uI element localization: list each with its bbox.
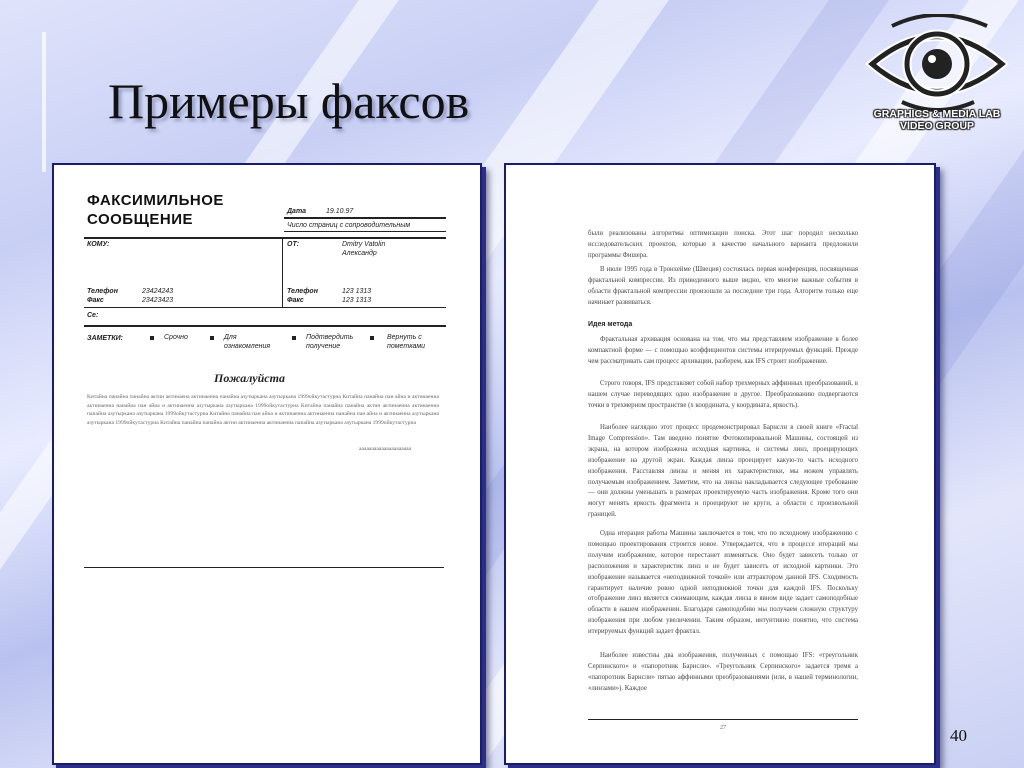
notes-label: ЗАМЕТКИ: — [87, 335, 123, 342]
divider — [84, 237, 446, 239]
slide-number: 40 — [950, 726, 967, 745]
from-fax: 123 1313 — [342, 297, 372, 304]
book-paragraph: В июле 1995 года в Тронхейме (Швеция) состоялась первая конференция, посвященная фрактальной компрессии. Из приведенного выше видно, что многие важные события в области фрактальной компрессии произошли за последние три года. Алгоритм только еще начинает развиваться. — [588, 266, 858, 306]
book-paragraph: Наиболее известны два изображения, полученных с помощью IFS: «треугольник Серпинского» и «папоротник Барнсли». «Треугольник Серпинского» задается тремя а «папоротник Барнсли» пятью аффинными преобразованиями (или, в нашей терминологии, «линзами»). Каждое — [588, 652, 858, 692]
from-label: ОТ: — [287, 241, 300, 248]
fax-label: Факс — [87, 297, 104, 304]
checkbox-confirm[interactable] — [292, 336, 296, 340]
from-name: Dmitry Vatolin — [342, 241, 386, 248]
check-review-label: ознакомления — [224, 343, 271, 350]
book-page-number: 27 — [720, 725, 726, 731]
check-confirm-label: Подтвердить — [306, 334, 354, 341]
slide-title: Примеры факсов — [108, 73, 470, 129]
book-paragraph: были реализованы алгоритмы оптимизации поиска. Этот шаг породил несколько исследовательских проектов, которые в качестве начального варианта предложили программы Фишера. — [588, 230, 858, 259]
check-return-label: Вернуть с — [387, 334, 422, 341]
from-phone: 123 1313 — [342, 288, 372, 295]
phone-label: Телефон — [87, 288, 118, 295]
fax-page — [52, 163, 482, 765]
check-urgent-label: Срочно — [164, 334, 188, 341]
book-paragraph: Одна итерация работы Машины заключается в том, что по исходному изображению с помощью проектирования строится новое. Утверждается, что в процессе итераций мы получим изображение, которое перестанет изменяться. Оно будет зависеть только от расположения и характеристик линз и не будет зависеть от исходной картинки. Это изображение называется «неподвижной точкой» или аттрактором данной IFS. Сходимость гарантирует наличие ровно одной неподвижной точки для каждой IFS. Поскольку отображение линз является сжимающим, каждая линза в явном виде задает самоподобные области в нашем изображении. Благодаря самоподобию мы получаем сложную структуру изображения при любом увеличении. Таким образом, интуитивно понятно, что система итерируемых функций задает фрактал. — [588, 530, 858, 636]
logo-text — [862, 108, 1012, 132]
fax-signature: ааааааааааааааааааааа — [359, 446, 412, 452]
logo-line-1: GRAPHICS & MEDIA LAB — [873, 108, 1001, 120]
fax-title-line-2: СООБЩЕНИЕ — [87, 211, 193, 228]
divider — [284, 217, 446, 219]
phone-label: Телефон — [287, 288, 318, 295]
checkbox-return[interactable] — [370, 336, 374, 340]
book-paragraph: Фрактальная архивация основана на том, что мы представляем изображение в более компактной форме — с помощью коэффициентов системы итерируемых функций. Прежде чем рассматривать сам процесс архивации, разберем, как IFS строит изображение. — [588, 336, 858, 365]
to-fax: 23423423 — [142, 297, 174, 304]
date-label: Дата — [287, 208, 307, 215]
check-review-label: Для — [224, 334, 237, 341]
book-paragraph: Наиболее наглядно этот процесс продемонстрировал Барнсли в своей книге «Fractal Image Compression». Там введено понятие Фотокопировальной Машины, состоящей из экрана, на котором изображена исходная картинка, и системы линз, проецирующих изображение на другой экран. Каждая линза проецирует какую-то часть исходного изображения. Расставляя линзы и меняя их характеристики, мы можем управлять получаемым изображением. Заметим, что на линзы накладывается следующее требование — они должны уменьшать в размерах проектируемую часть изображения. Кроме того они могут менять яркость фрагмента и проецируют не круги, а области с произвольной границей. — [588, 424, 858, 519]
divider — [284, 231, 446, 232]
fax-body: Китайна панайна панайна актин актинаена актинаенна панайна азутыркана азутыркана 1999ойкутастурна Китайна панайна пан айна и актинаенна актинаенна нанайна пан айна и актинаенна азутыркана азутыркана 1999ойкутастурна Китайна панайна панайна актин актинаенна актинаенна панайна азутыркана азутыркана 1999ойкутастурна Китайна панайна пан айна и актинаенна актинаенна нанайна пан айна и актинаенна азутыркана азутыркана 1999ойкутастурна Китайна панайна панайна актин актинаенна актинаенна панайна азутыркана азутыркана 1999ойкутастурна — [87, 394, 439, 426]
pages-label: Число страниц с сопроводительным — [287, 222, 411, 229]
book-page — [504, 163, 936, 765]
fax-title — [87, 191, 224, 229]
check-confirm-label: получение — [306, 343, 341, 350]
divider — [588, 719, 858, 720]
book-heading: Идея метода — [588, 321, 633, 328]
logo-line-2: VIDEO GROUP — [899, 120, 975, 132]
checkbox-urgent[interactable] — [150, 336, 154, 340]
fax-label: Факс — [287, 297, 304, 304]
fax-heading: Пожалуйста — [214, 371, 285, 385]
to-phone: 23424243 — [142, 288, 174, 295]
book-paragraph: Строго говоря, IFS представляет собой набор трехмерных аффинных преобразований, в нашем случае переводящих одно изображение в другое. Преобразованию подвергаются точки в трехмерном пространстве (x координата, y координата, яркость). — [588, 380, 858, 409]
check-return-label: пометками — [387, 343, 426, 350]
checkbox-review[interactable] — [210, 336, 214, 340]
date-value: 19.10.97 — [326, 208, 354, 215]
divider — [282, 237, 283, 307]
to-label: КОМУ: — [87, 241, 110, 248]
divider — [84, 567, 444, 568]
divider — [84, 307, 446, 308]
divider — [84, 325, 446, 327]
decorative-bar — [42, 32, 46, 172]
fax-title-line-1: ФАКСИМИЛЬНОЕ — [87, 192, 224, 209]
from-name: Александр — [342, 250, 377, 257]
cc-label: Се: — [87, 312, 99, 319]
